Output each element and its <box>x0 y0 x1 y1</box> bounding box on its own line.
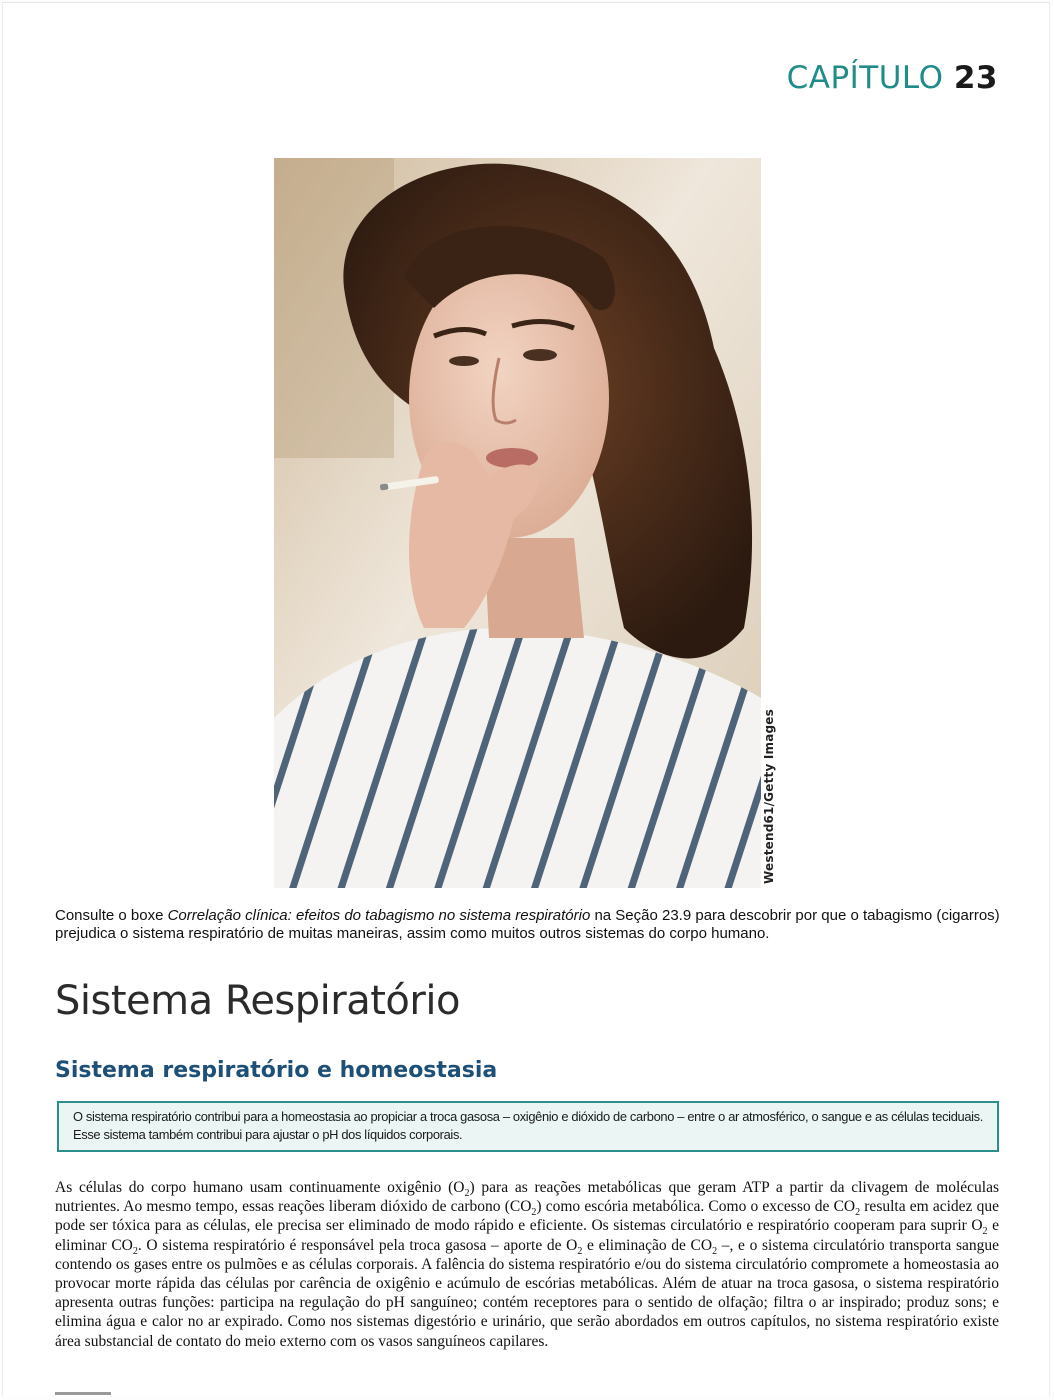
footer-divider <box>55 1392 111 1395</box>
summary-line-1: O sistema respiratório contribui para a homeostasia ao propiciar a troca gasosa – oxigênio e dióxido de carbono – entre o ar atmosférico, o sangue e as células teciduais. <box>73 1109 983 1124</box>
section-title: Sistema respiratório e homeostasia <box>55 1058 498 1083</box>
subscript: 2 <box>132 1245 138 1257</box>
body-text-segment: e eliminar CO <box>55 1217 999 1254</box>
page-title: Sistema Respiratório <box>55 978 460 1024</box>
caption-prefix: Consulte o boxe <box>55 907 168 924</box>
subscript: 2 <box>712 1245 718 1257</box>
body-text-segment: ) como escória metabólica. Como o excesso de CO <box>536 1198 856 1216</box>
subscript: 2 <box>855 1207 861 1219</box>
subscript: 2 <box>464 1188 470 1200</box>
caption-box-title: Correlação clínica: efeitos do tabagismo no sistema respiratório <box>167 907 591 924</box>
subscript: 2 <box>982 1226 988 1238</box>
caption-suffix: na Seção 23.9 para descobrir por que o tabagismo (cigarros) prejudica o sistema respiratório de muitas maneiras, assim como muitos outros sistemas do corpo humano. <box>55 907 1000 942</box>
body-text-segment: –, e o sistema circulatório transporta sangue contendo os gases entre os pulmões e as células corporais. A falência do sistema respiratório e/ou do sistema circulatório compromete a homeostasia ao provocar morte rápida das células por carência de oxigênio e acúmulo de escórias metabólicas. Além de atuar na troca gasosa, o sistema respiratório apresenta outras funções: participa na regulação do pH sanguíneo; contém receptores para o sentido de olfação; filtra o ar inspirado; produz sons; e elimina água e calor no ar expirado. Como nos sistemas digestório e urinário, que serão abordados em outros capítulos, no sistema respiratório existe área substancial de contato do meio externo com os vasos sanguíneos capilares. <box>55 1236 999 1350</box>
chapter-word: CAPÍTULO <box>786 60 944 96</box>
body-text-segment: ) para as reações metabólicas que geram ATP a partir da clivagem de moléculas nutrientes. Ao mesmo tempo, essas reações liberam dióxido de carbono (CO <box>55 1179 999 1216</box>
chapter-photo <box>274 158 761 888</box>
photo-caption <box>55 907 1005 943</box>
summary-line-2: Esse sistema também contribui para ajustar o pH dos líquidos corporais. <box>73 1127 463 1142</box>
photo-credit: Westend61/Getty Images <box>762 709 776 884</box>
subscript: 2 <box>577 1245 583 1257</box>
chapter-heading <box>787 60 998 96</box>
chapter-number: 23 <box>953 60 998 96</box>
body-text-segment: e eliminação de CO <box>582 1236 713 1254</box>
body-paragraph <box>55 1178 999 1351</box>
body-text-segment: . O sistema respiratório é responsável pela troca gasosa – aporte de O <box>137 1236 578 1254</box>
homeostasis-summary-box <box>57 1101 999 1152</box>
body-text-segment: resulta em acidez que pode ser tóxica para as células, ele precisa ser eliminado de modo rápido e eficiente. Os sistemas circulatório e respiratório cooperam para suprir O <box>55 1198 999 1235</box>
photo-woman-smoking-icon <box>274 158 761 888</box>
subscript: 2 <box>531 1207 537 1219</box>
body-text-segment: As células do corpo humano usam continuamente oxigênio (O <box>55 1179 465 1196</box>
